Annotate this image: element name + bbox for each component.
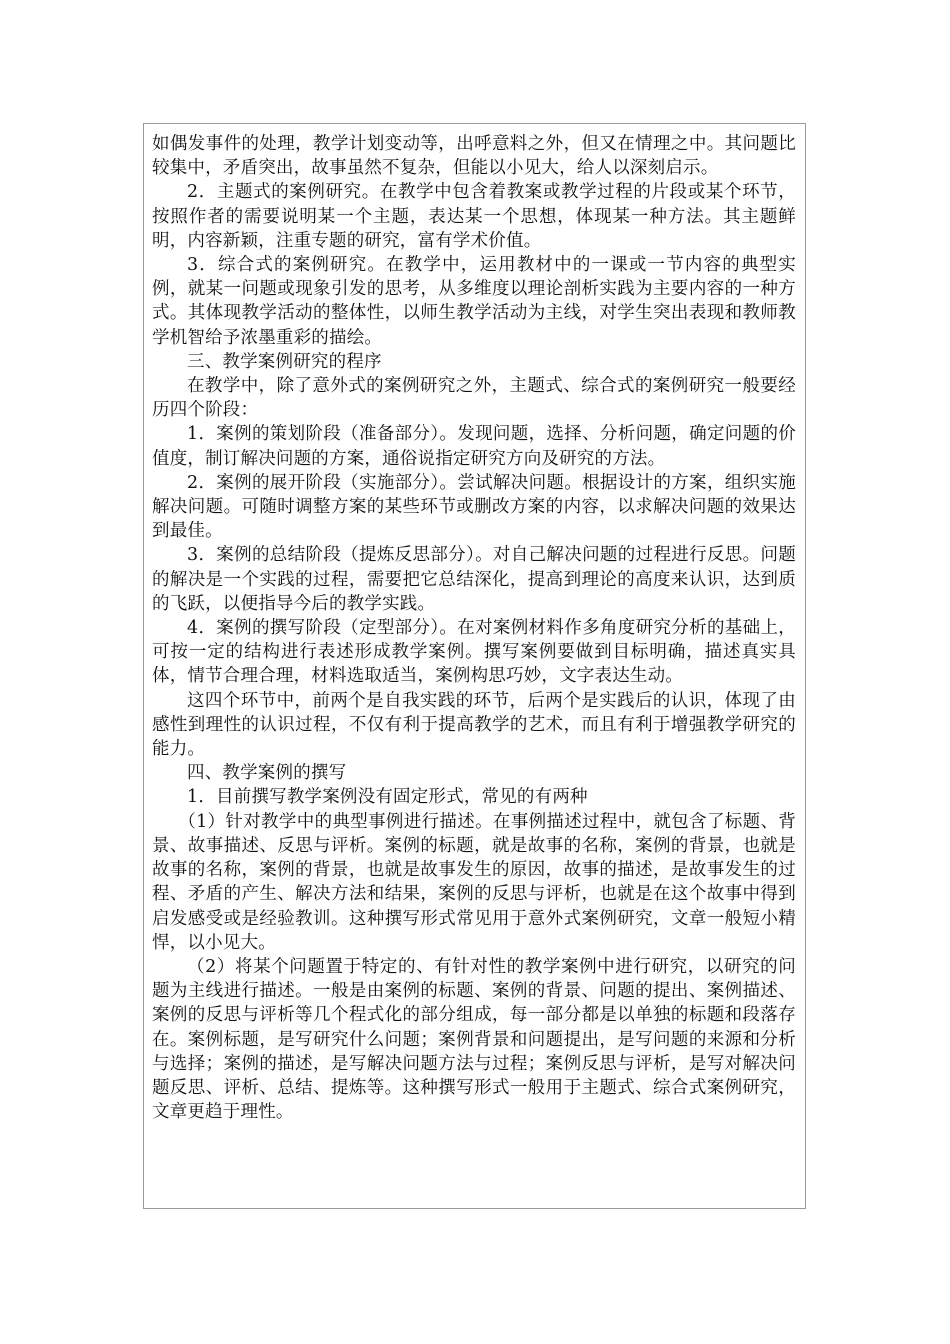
paragraph-form-one: （1）针对教学中的典型事例进行描述。在事例描述过程中，就包含了标题、背景、故事描述、反思与评析。案例的标题，就是故事的名称，案例的背景，也就是故事的名称，案例的背景，也就是故事发生的原因，故事的描述，是故事发生的过程、矛盾的产生、解决方法和结果，案例的反思与评析，也就是在这个故事中得到启发感受或是经验教训。这种撰写形式常见用于意外式案例研究，文章一般短小精悍，以小见大。 — [152, 811, 796, 953]
section-heading-procedure: 三、教学案例研究的程序 — [187, 351, 382, 372]
paragraph-stage-summary: 3．案例的总结阶段（提炼反思部分）。对自己解决问题的过程进行反思。问题的解决是一个实践的过程，需要把它总结深化，提高到理论的高度来认识，达到质的飞跃，以便指导今后的教学实践。 — [152, 545, 796, 614]
paragraph-four-stages-conclusion: 这四个环节中，前两个是自我实践的环节，后两个是实践后的认识，体现了由感性到理性的认识过程，不仅有利于提高教学的艺术，而且有利于增强教学研究的能力。 — [152, 690, 796, 760]
paragraph-stage-writing: 4．案例的撰写阶段（定型部分）。在对案例材料作多角度研究分析的基础上，可按一定的结构进行表述形成教学案例。撰写案例要做到目标明确，描述真实具体，情节合理合理，材料选取适当，案例构思巧妙，文字表达生动。 — [152, 618, 796, 687]
document-body — [152, 132, 796, 1124]
paragraph-stage-planning: 1．案例的策划阶段（准备部分）。发现问题，选择、分析问题，确定问题的价值度，制订解决问题的方案，通俗说指定研究方向及研究的方法。 — [152, 424, 796, 469]
paragraph-form-two: （2）将某个问题置于特定的、有针对性的教学案例中进行研究，以研究的问题为主线进行描述。一般是由案例的标题、案例的背景、问题的提出、案例描述、案例的反思与评析等几个程式化的部分组成，每一部分都是以单独的标题和段落存在。案例标题，是写研究什么问题；案例背景和问题提出，是写问题的来源和分析与选择；案例的描述，是写解决问题方法与过程；案例反思与评析，是写对解决问题反思、评析、总结、提炼等。这种撰写形式一般用于主题式、综合式案例研究，文章更趋于理性。 — [152, 956, 796, 1123]
paragraph-thematic-case-study: 2．主题式的案例研究。在教学中包含着教案或教学过程的片段或某个环节，按照作者的需要说明某一个主题，表达某一个思想，体现某一种方法。其主题鲜明，内容新颖，注重专题的研究，富有学术价值。 — [152, 182, 796, 251]
paragraph-procedure-intro: 在教学中，除了意外式的案例研究之外，主题式、综合式的案例研究一般要经历四个阶段： — [152, 376, 796, 421]
section-heading-writing: 四、教学案例的撰写 — [187, 763, 347, 784]
paragraph-continuation: 如偶发事件的处理，教学计划变动等，出呼意料之外，但又在情理之中。其问题比较集中，矛盾突出，故事虽然不复杂，但能以小见大，给人以深刻启示。 — [152, 134, 796, 179]
paragraph-stage-implementation: 2．案例的展开阶段（实施部分）。尝试解决问题。根据设计的方案，组织实施解决问题。可随时调整方案的某些环节或删改方案的内容，以求解决问题的效果达到最佳。 — [152, 472, 796, 542]
paragraph-comprehensive-case-study: 3．综合式的案例研究。在教学中，运用教材中的一课或一节内容的典型实例，就某一问题或现象引发的思考，从多维度以理论剖析实践为主要内容的一种方式。其体现教学活动的整体性，以师生教学活动为主线，对学生突出表现和教师教学机智给予浓墨重彩的描绘。 — [152, 255, 796, 348]
paragraph-writing-forms: 1．目前撰写教学案例没有固定形式，常见的有两种 — [187, 787, 588, 808]
